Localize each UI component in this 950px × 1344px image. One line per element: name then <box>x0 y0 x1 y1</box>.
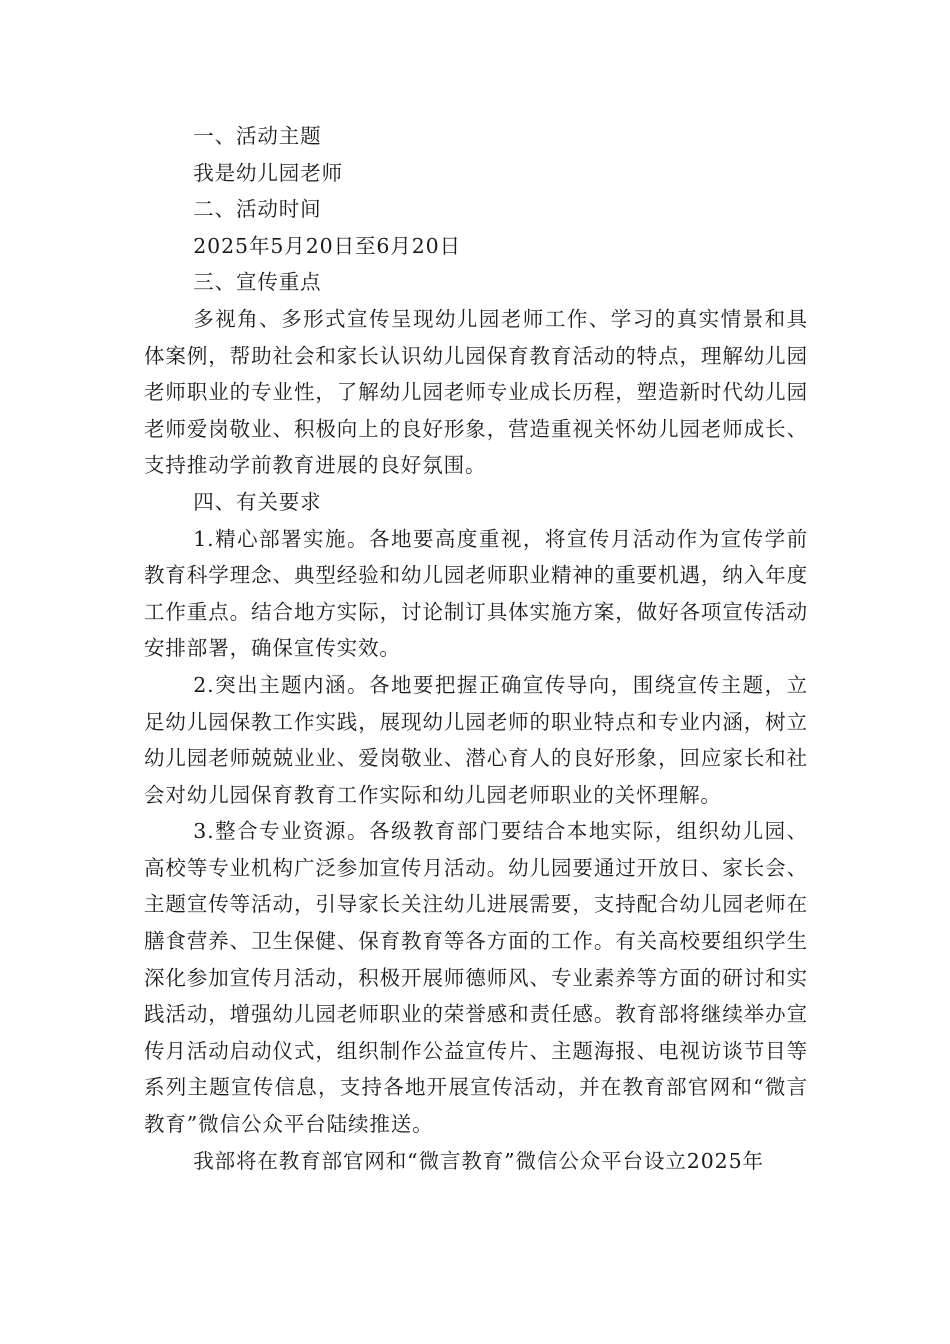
section-heading-time: 二、活动时间 <box>193 197 322 222</box>
requirement-1: 1.精心部署实施。各地要高度重视，将宣传月活动作为宣传学前教育科学理念、典型经验和幼儿园老师职业精神的重要机遇，纳入年度工作重点。结合地方实际，讨论制订具体实施方案，做好各项宣传活动安排部署，确保宣传实效。 <box>144 526 808 661</box>
time-text: 2025年5月20日至6月20日 <box>193 233 462 258</box>
section-heading-requirements: 四、有关要求 <box>193 489 322 514</box>
section-heading-theme: 一、活动主题 <box>193 124 322 148</box>
document-body <box>144 118 808 1179</box>
theme-text: 我是幼儿园老师 <box>193 160 343 185</box>
section-heading-focus: 三、宣传重点 <box>193 270 322 295</box>
closing-line: 我部将在教育部官网和“微言教育”微信公众平台设立2025年 <box>193 1148 764 1173</box>
requirement-3: 3.整合专业资源。各级教育部门要结合本地实际，组织幼儿园、高校等专业机构广泛参加宣传月活动。幼儿园要通过开放日、家长会、主题宣传等活动，引导家长关注幼儿进展需要，支持配合幼儿园老师在膳食营养、卫生保健、保育教育等各方面的工作。有关高校要组织学生深化参加宣传月活动，积极开展师德师风、专业素养等方面的研讨和实践活动，增强幼儿园老师职业的荣誉感和责任感。教育部将继续举办宣传月活动启动仪式，组织制作公益宣传片、主题海报、电视访谈节目等系列主题宣传信息，支持各地开展宣传活动，并在教育部官网和“微言教育”微信公众平台陆续推送。 <box>144 819 808 1137</box>
requirement-2: 2.突出主题内涵。各地要把握正确宣传导向，围绕宣传主题，立足幼儿园保教工作实践，展现幼儿园老师的职业特点和专业内涵，树立幼儿园老师兢兢业业、爱岗敬业、潜心育人的良好形象，回应家长和社会对幼儿园保育教育工作实际和幼儿园老师职业的关怀理解。 <box>144 672 808 807</box>
focus-paragraph: 多视角、多形式宣传呈现幼儿园老师工作、学习的真实情景和具体案例，帮助社会和家长认识幼儿园保育教育活动的特点，理解幼儿园老师职业的专业性，了解幼儿园老师专业成长历程，塑造新时代幼儿园老师爱岗敬业、积极向上的良好形象，营造重视关怀幼儿园老师成长、支持推动学前教育进展的良好氛围。 <box>144 306 808 478</box>
